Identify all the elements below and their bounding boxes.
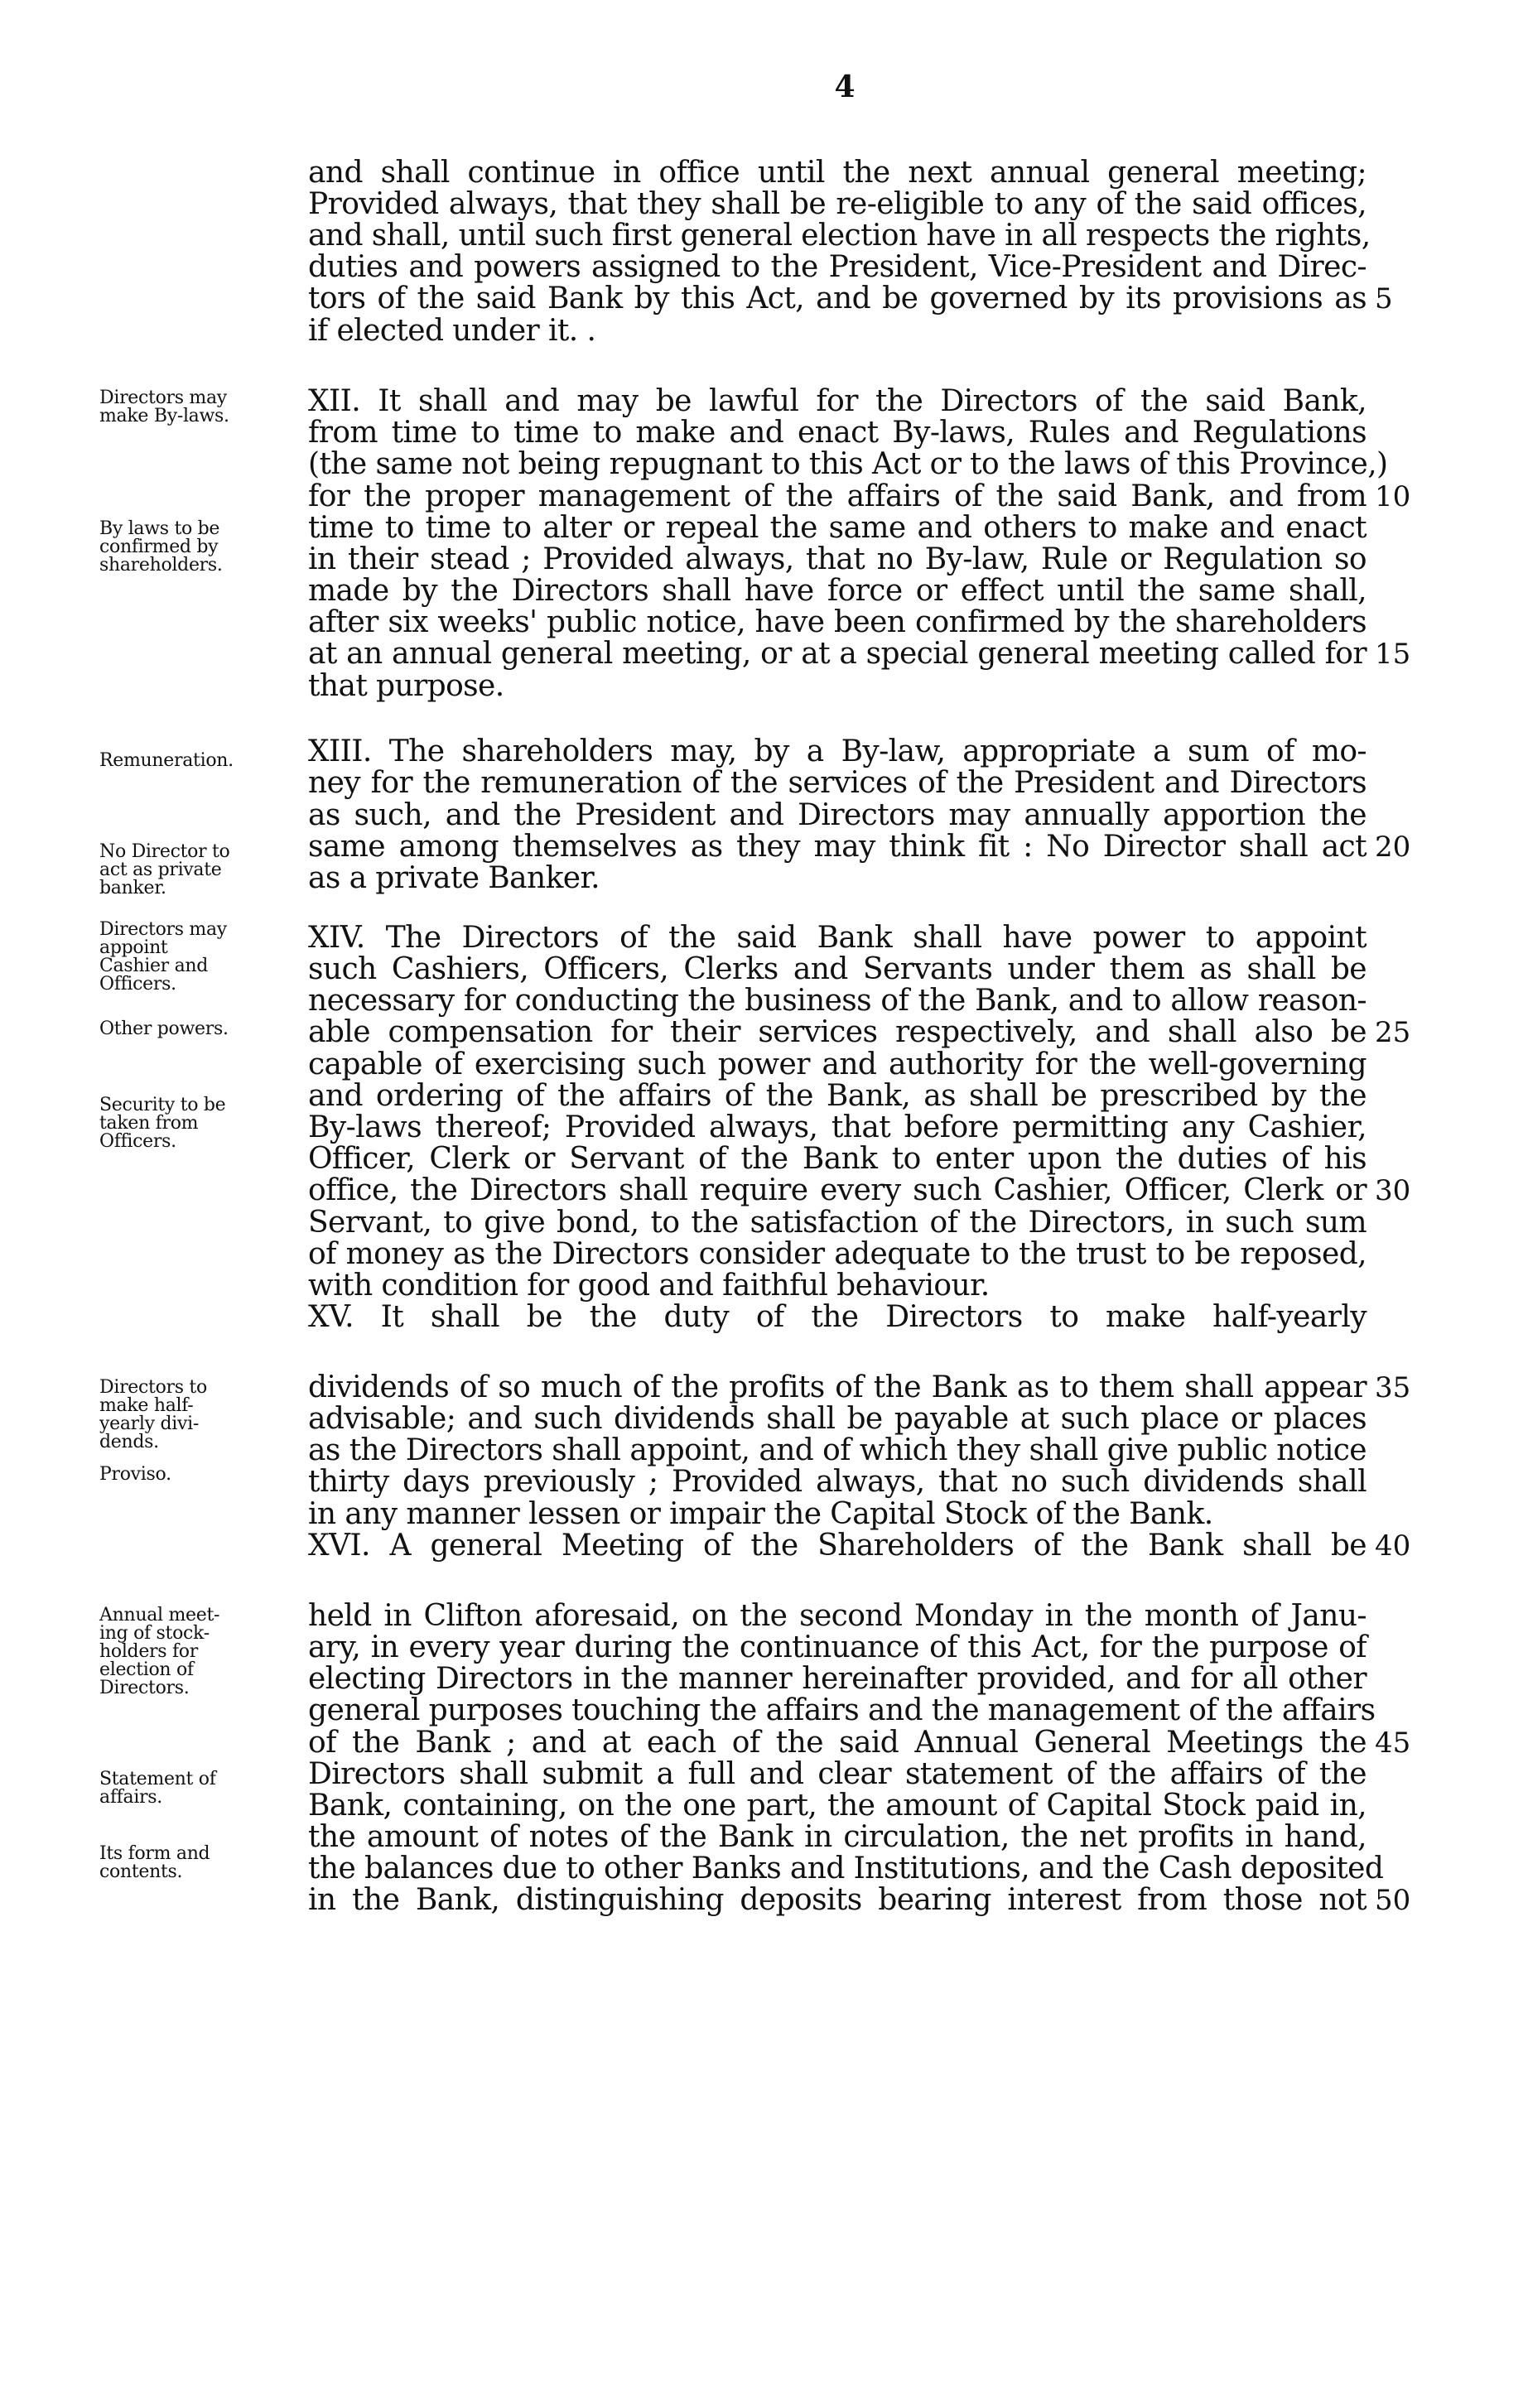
text-line: for the proper management of the affairs of the said Bank, and from xyxy=(308,479,1367,513)
text-line: after six weeks' public notice, have been confirmed by the shareholders xyxy=(308,605,1367,639)
margin-note-line: shareholders. xyxy=(99,555,223,576)
margin-note-line: dends. xyxy=(99,1432,159,1452)
text-line: Provided always, that they shall be re-eligible to any of the said offices, xyxy=(308,187,1367,221)
line-number: 20 xyxy=(1375,831,1411,864)
margin-note-line: Directors may xyxy=(99,919,227,940)
margin-note-line: act as private xyxy=(99,860,222,880)
margin-note-line: confirmed by xyxy=(99,537,219,557)
margin-note xyxy=(99,1770,286,1807)
text-line: XIII. The shareholders may, by a By-law, appropriate a sum of mo- xyxy=(308,734,1367,768)
text-line: XIV. The Directors of the said Bank shall have power to appoint xyxy=(308,921,1367,955)
margin-note xyxy=(99,1020,286,1038)
margin-note-line: make By-laws. xyxy=(99,406,229,426)
text-line: of money as the Directors consider adequate to the trust to be reposed, xyxy=(308,1237,1367,1271)
text-line: thirty days previously ; Provided always, that no such dividends shall xyxy=(308,1465,1367,1499)
text-line: electing Directors in the manner hereinafter provided, and for all other xyxy=(308,1662,1367,1696)
line-number: 35 xyxy=(1375,1371,1411,1404)
text-line: in their stead ; Provided always, that no By-law, Rule or Regulation so xyxy=(308,542,1367,576)
text-line: office, the Directors shall require every such Cashier, Officer, Clerk or xyxy=(308,1173,1367,1207)
margin-note-line: Statement of xyxy=(99,1769,216,1789)
margin-note-line: No Director to xyxy=(99,841,230,862)
text-line: XII. It shall and may be lawful for the Directors of the said Bank, xyxy=(308,384,1367,418)
margin-note-line: appoint xyxy=(99,937,168,958)
margin-note-line: Security to be xyxy=(99,1095,226,1115)
text-line: advisable; and such dividends shall be payable at such place or places xyxy=(308,1402,1367,1436)
text-line: the amount of notes of the Bank in circulation, the net profits in hand, xyxy=(308,1820,1367,1854)
text-line: Servant, to give bond, to the satisfaction of the Directors, in such sum xyxy=(308,1206,1367,1240)
text-line: capable of exercising such power and authority for the well-governing xyxy=(308,1047,1367,1081)
line-number: 45 xyxy=(1375,1727,1411,1760)
text-line: dividends of so much of the profits of the Bank as to them shall appear xyxy=(308,1370,1367,1404)
line-number: 40 xyxy=(1375,1529,1411,1563)
margin-note-line: ing of stock- xyxy=(99,1623,210,1644)
text-line: ney for the remuneration of the services of the President and Directors xyxy=(308,766,1367,800)
text-line: Directors shall submit a full and clear statement of the affairs of the xyxy=(308,1757,1367,1791)
text-line: necessary for conducting the business of the Bank, and to allow reason- xyxy=(308,984,1367,1018)
margin-note xyxy=(99,1379,286,1452)
text-line: tors of the said Bank by this Act, and be governed by its provisions as xyxy=(308,282,1367,315)
text-line: at an annual general meeting, or at a special general meeting called for xyxy=(308,637,1367,671)
text-line: same among themselves as they may think fit : No Director shall act xyxy=(308,830,1367,864)
margin-note-line: By laws to be xyxy=(99,518,220,539)
margin-note-line: affairs. xyxy=(99,1787,162,1808)
text-line: of the Bank ; and at each of the said Annual General Meetings the xyxy=(308,1726,1367,1760)
margin-note-line: yearly divi- xyxy=(99,1413,199,1434)
line-number: 25 xyxy=(1375,1016,1411,1049)
text-line: general purposes touching the affairs and the management of the affairs xyxy=(308,1693,1376,1727)
margin-note-line: banker. xyxy=(99,878,166,898)
text-line: ary, in every year during the continuance of this Act, for the purpose of xyxy=(308,1630,1367,1664)
margin-note-line: taken from xyxy=(99,1113,199,1134)
text-line: in the Bank, distinguishing deposits bearing interest from those not xyxy=(308,1883,1367,1917)
text-line: Officer, Clerk or Servant of the Bank to enter upon the duties of his xyxy=(308,1142,1367,1176)
text-line: and ordering of the affairs of the Bank, as shall be prescribed by the xyxy=(308,1079,1367,1113)
margin-note xyxy=(99,389,286,426)
text-line: with condition for good and faithful behaviour. xyxy=(308,1269,990,1303)
margin-note-line: make half- xyxy=(99,1395,194,1416)
margin-note xyxy=(99,1096,286,1151)
text-line: such Cashiers, Officers, Clerks and Servants under them as shall be xyxy=(308,952,1367,986)
text-line: and shall, until such first general election have in all respects the rights, xyxy=(308,219,1371,253)
margin-note-line: contents. xyxy=(99,1861,183,1882)
margin-note xyxy=(99,1466,286,1484)
text-line: from time to time to make and enact By-laws, Rules and Regulations xyxy=(308,416,1367,450)
margin-note-line: Directors. xyxy=(99,1678,190,1698)
text-line: as a private Banker. xyxy=(308,861,600,895)
line-number: 5 xyxy=(1375,282,1393,315)
text-line: time to time to alter or repeal the same and others to make and enact xyxy=(308,511,1367,545)
text-line: and shall continue in office until the next annual general meeting; xyxy=(308,156,1367,190)
margin-note xyxy=(99,1845,286,1881)
margin-note xyxy=(99,1606,286,1698)
margin-note-line: Directors may xyxy=(99,388,227,408)
margin-note-line: Officers. xyxy=(99,974,176,995)
text-line: that purpose. xyxy=(308,669,504,703)
text-line: the balances due to other Banks and Institutions, and the Cash deposited xyxy=(308,1852,1384,1885)
margin-note xyxy=(99,752,286,770)
margin-note-line: Annual meet- xyxy=(99,1605,220,1625)
margin-note xyxy=(99,843,286,898)
text-line: as such, and the President and Directors may annually apportion the xyxy=(308,798,1367,832)
margin-note-line: Remuneration. xyxy=(99,750,234,771)
text-line: as the Directors shall appoint, and of which they shall give public notice xyxy=(308,1433,1367,1467)
margin-note-line: Cashier and xyxy=(99,956,209,976)
text-line: held in Clifton aforesaid, on the second Monday in the month of Janu- xyxy=(308,1599,1367,1633)
line-number: 15 xyxy=(1375,638,1411,671)
margin-note-line: Directors to xyxy=(99,1377,207,1398)
margin-note-line: Its form and xyxy=(99,1843,210,1864)
margin-note xyxy=(99,520,286,575)
margin-note xyxy=(99,921,286,994)
text-line: (the same not being repugnant to this Act or to the laws of this Province,) xyxy=(308,447,1388,481)
page-number: 4 xyxy=(834,70,856,104)
line-number: 30 xyxy=(1375,1174,1411,1207)
text-line: made by the Directors shall have force or effect until the same shall, xyxy=(308,574,1367,608)
margin-note-line: election of xyxy=(99,1659,194,1680)
text-line: By-laws thereof; Provided always, that before permitting any Cashier, xyxy=(308,1110,1367,1144)
margin-note-line: Officers. xyxy=(99,1131,176,1152)
margin-note-line: Other powers. xyxy=(99,1019,229,1039)
text-line: duties and powers assigned to the President, Vice-President and Direc- xyxy=(308,250,1367,284)
line-number: 10 xyxy=(1375,480,1411,513)
line-number: 50 xyxy=(1375,1884,1411,1917)
text-line: able compensation for their services respectively, and shall also be xyxy=(308,1015,1367,1049)
text-line: in any manner lessen or impair the Capital Stock of the Bank. xyxy=(308,1497,1213,1531)
text-line: XVI. A general Meeting of the Shareholders of the Bank shall be xyxy=(308,1529,1367,1563)
margin-note-line: Proviso. xyxy=(99,1464,171,1485)
text-line: XV. It shall be the duty of the Directors to make half-yearly xyxy=(308,1300,1367,1334)
margin-note-line: holders for xyxy=(99,1641,198,1662)
text-line: Bank, containing, on the one part, the amount of Capital Stock paid in, xyxy=(308,1789,1367,1823)
text-line: if elected under it. . xyxy=(308,314,596,348)
